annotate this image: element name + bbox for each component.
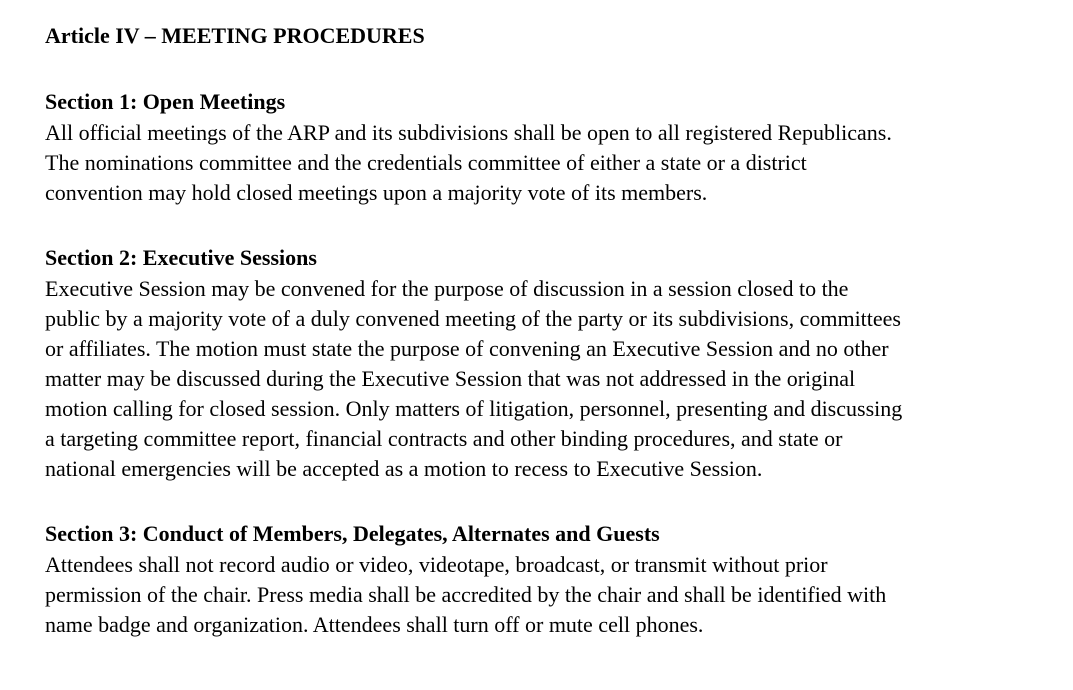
section-body [45,550,1045,640]
text-line: permission of the chair. Press media shall be accredited by the chair and shall be identified with [45,582,887,607]
section-open-meetings [45,86,1045,208]
text-line: convention may hold closed meetings upon a majority vote of its members. [45,180,708,205]
document-page [45,20,1045,640]
section-heading: Section 3: Conduct of Members, Delegates, Alternates and Guests [45,521,660,546]
text-line: or affiliates. The motion must state the purpose of convening an Executive Session and no other [45,336,889,361]
article-title: Article IV – MEETING PROCEDURES [45,23,425,48]
text-line: All official meetings of the ARP and its subdivisions shall be open to all registered Republicans. [45,120,892,145]
section-body [45,274,1045,484]
section-executive-sessions [45,242,1045,484]
section-heading: Section 2: Executive Sessions [45,245,317,270]
text-line: motion calling for closed session. Only matters of litigation, personnel, presenting and discussing [45,396,903,421]
text-line: national emergencies will be accepted as a motion to recess to Executive Session. [45,456,763,481]
text-line: Executive Session may be convened for the purpose of discussion in a session closed to the [45,276,849,301]
section-body [45,118,1045,208]
section-conduct [45,518,1045,640]
text-line: The nominations committee and the credentials committee of either a state or a district [45,150,807,175]
section-heading: Section 1: Open Meetings [45,89,286,114]
text-line: name badge and organization. Attendees shall turn off or mute cell phones. [45,612,704,637]
text-line: a targeting committee report, financial contracts and other binding procedures, and state or [45,426,843,451]
text-line: matter may be discussed during the Executive Session that was not addressed in the original [45,366,856,391]
text-line: public by a majority vote of a duly convened meeting of the party or its subdivisions, committees [45,306,901,331]
text-line: Attendees shall not record audio or video, videotape, broadcast, or transmit without prior [45,552,828,577]
